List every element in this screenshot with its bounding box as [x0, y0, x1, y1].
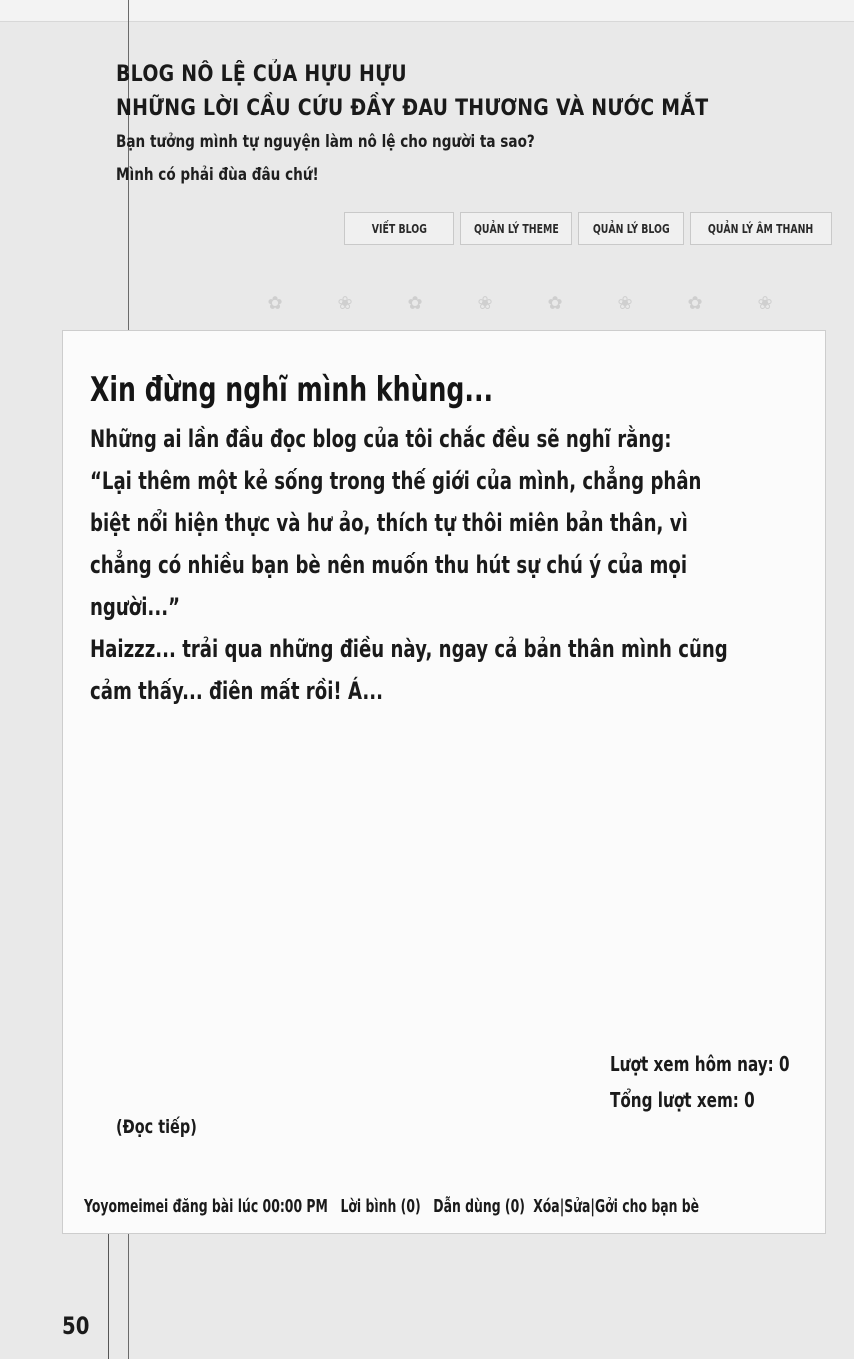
post-author-time: Yoyomeimei đăng bài lúc 00:00 PM: [84, 1196, 328, 1217]
delete-link[interactable]: Xóa: [533, 1196, 560, 1217]
nav-write-blog-label: VIẾT BLOG: [371, 221, 427, 236]
post-body-line: “Lại thêm một kẻ sống trong thế giới của mình, chẳng phân: [90, 467, 702, 495]
flower-icon: ❀: [617, 292, 633, 314]
nav-manage-blog-label: QUẢN LÝ BLOG: [592, 221, 670, 236]
decorative-pattern: [240, 288, 800, 318]
flower-icon: ✿: [407, 292, 423, 314]
post-body-line: chẳng có nhiều bạn bè nên muốn thu hút sự chú ý của mọi: [90, 551, 688, 579]
flower-icon: ❀: [477, 292, 493, 314]
nav-manage-theme-button[interactable]: [460, 212, 572, 245]
blog-subtitle-line2: Mình có phải đùa đâu chứ!: [116, 165, 319, 185]
nav-write-blog-button[interactable]: [344, 212, 454, 245]
nav-manage-blog-button[interactable]: [578, 212, 684, 245]
blog-title-line1: BLOG NÔ LỆ CỦA HỰU HỰU: [116, 62, 407, 87]
blog-title-line2: NHỮNG LỜI CẦU CỨU ĐẦY ĐAU THƯƠNG VÀ NƯỚC MẮT: [116, 96, 709, 121]
nav-manage-audio-label: QUẢN LÝ ÂM THANH: [708, 221, 814, 236]
citations-link[interactable]: Dẫn dùng (0): [433, 1196, 525, 1217]
post-body-line: biệt nổi hiện thực và hư ảo, thích tự thôi miên bản thân, vì: [90, 509, 688, 537]
post-body: [90, 418, 854, 712]
nav-manage-audio-button[interactable]: [690, 212, 832, 245]
page-number: 50: [62, 1312, 90, 1340]
blog-nav: [344, 212, 832, 245]
nav-manage-theme-label: QUẢN LÝ THEME: [473, 221, 559, 236]
flower-icon: ✿: [267, 292, 283, 314]
edit-link[interactable]: Sửa: [564, 1196, 591, 1217]
send-to-friend-link[interactable]: Gởi cho bạn bè: [594, 1196, 700, 1217]
blog-header: [116, 58, 836, 192]
flower-icon: ✿: [547, 292, 563, 314]
post-stats: [610, 1046, 846, 1118]
footer-separator: |: [590, 1196, 595, 1217]
flower-icon: ❀: [337, 292, 353, 314]
comments-link[interactable]: Lời bình (0): [340, 1196, 421, 1217]
post-title: Xin đừng nghĩ mình khùng...: [90, 370, 494, 410]
post-footer: [84, 1191, 699, 1223]
blog-subtitle-line1: Bạn tưởng mình tự nguyện làm nô lệ cho người ta sao?: [116, 132, 535, 152]
views-total: Tổng lượt xem: 0: [610, 1088, 755, 1112]
views-today: Lượt xem hôm nay: 0: [610, 1052, 790, 1076]
flower-icon: ✿: [687, 292, 703, 314]
post-body-line: cảm thấy... điên mất rồi! Á...: [90, 677, 383, 705]
read-more-link[interactable]: (Đọc tiếp): [116, 1116, 197, 1138]
footer-separator: |: [559, 1196, 565, 1217]
post-body-line: Haizzz... trải qua những điều này, ngay cả bản thân mình cũng: [90, 635, 728, 663]
post-body-line: người...”: [90, 593, 180, 621]
flower-icon: ❀: [757, 292, 773, 314]
post-body-line: Những ai lần đầu đọc blog của tôi chắc đều sẽ nghĩ rằng:: [90, 425, 672, 453]
